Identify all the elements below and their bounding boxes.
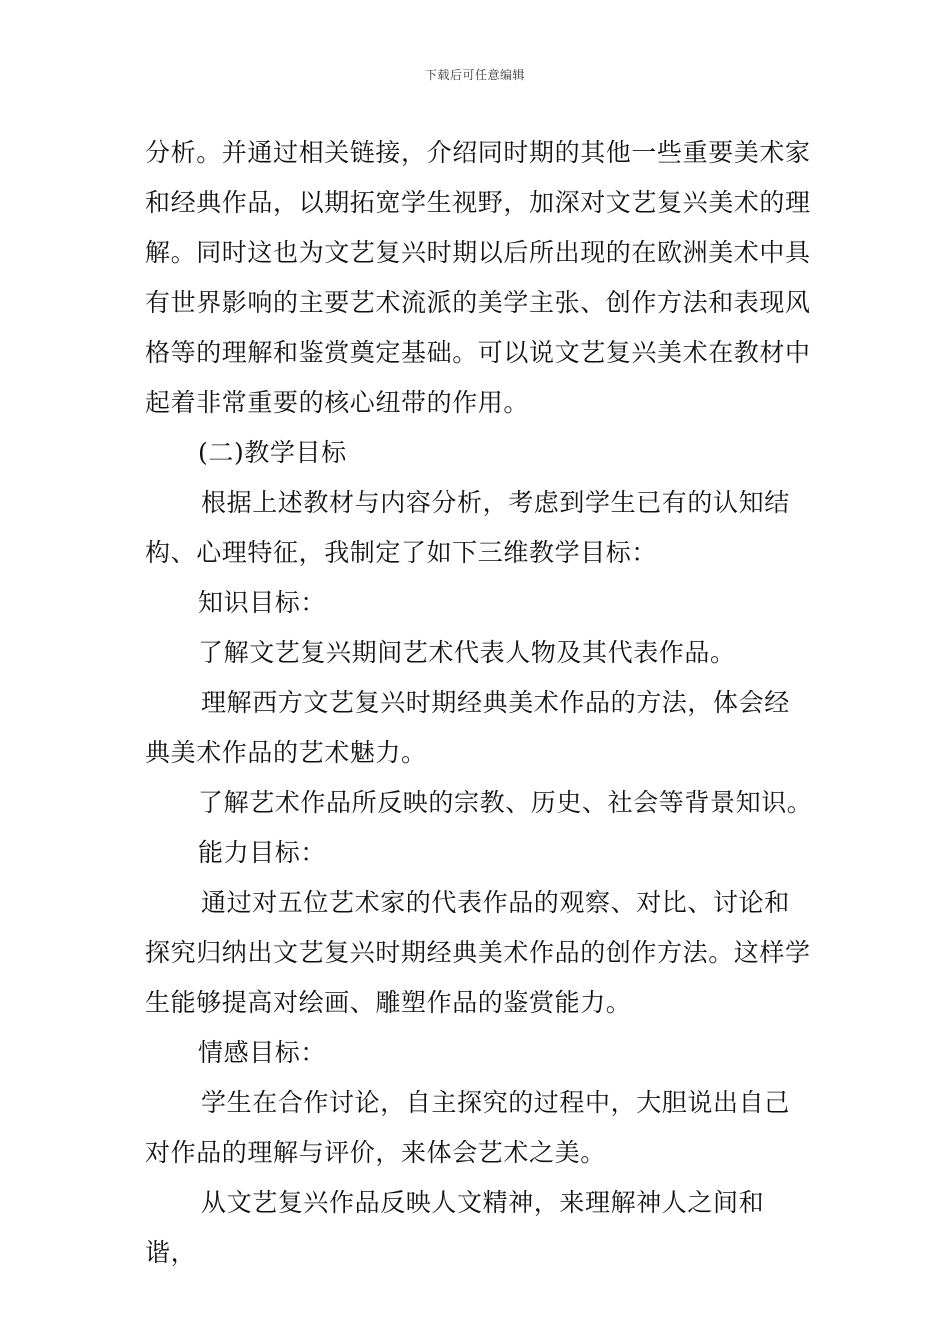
subheading-knowledge-goals: 知识目标：: [198, 588, 327, 617]
subheading-ability-goals: 能力目标：: [198, 838, 327, 867]
paragraph-knowledge-2: 理解西方文艺复兴时期经典美术作品的方法，体会经典美术作品的艺术魅力。: [145, 688, 790, 767]
paragraph-emotion-1: 学生在合作讨论，自主探究的过程中，大胆说出自己对作品的理解与评价，来体会艺术之美。: [145, 1088, 790, 1167]
paragraph-emotion-2: 从文艺复兴作品反映人文精神，来理解神人之间和谐，: [145, 1188, 765, 1267]
paragraph-knowledge-1: 了解文艺复兴期间艺术代表人物及其代表作品。: [198, 638, 736, 667]
paragraph-knowledge-3: 了解艺术作品所反映的宗教、历史、社会等背景知识。: [198, 788, 813, 817]
paragraph-intro-analysis: 分析。并通过相关链接，介绍同时期的其他一些重要美术家和经典作品，以期拓宽学生视野，加深对文艺复兴美术的理解。同时这也为文艺复兴时期以后所出现的在欧洲美术中具有世界影响的主要艺术流派的美学主张、创作方法和表现风格等的理解和鉴赏奠定基础。可以说文艺复兴美术在教材中起着非常重要的核心纽带的作用。: [145, 138, 811, 417]
document-body: [145, 128, 815, 1278]
section-heading-teaching-goals: (二)教学目标: [198, 438, 347, 467]
subheading-emotion-goals: 情感目标：: [198, 1038, 327, 1067]
paragraph-ability-1: 通过对五位艺术家的代表作品的观察、对比、讨论和探究归纳出文艺复兴时期经典美术作品的创作方法。这样学生能够提高对绘画、雕塑作品的鉴赏能力。: [145, 888, 811, 1017]
paragraph-goals-intro: 根据上述教材与内容分析，考虑到学生已有的认知结构、心理特征，我制定了如下三维教学目标：: [145, 488, 790, 567]
page-header: 下载后可任意编辑: [424, 68, 525, 82]
